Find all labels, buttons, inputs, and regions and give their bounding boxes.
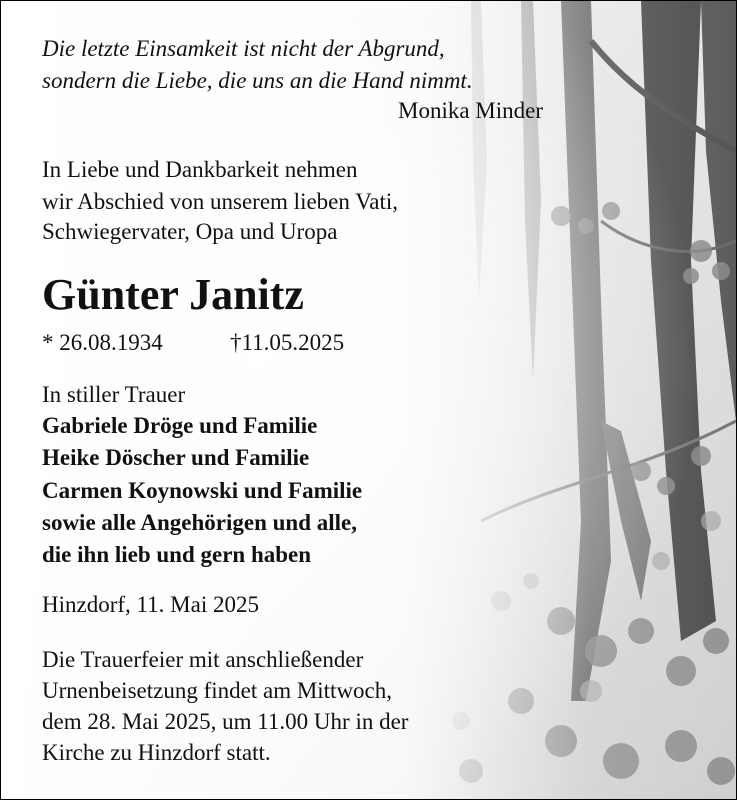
intro-line-2: wir Abschied von unserem lieben Vati,: [42, 189, 399, 214]
birth-date: * 26.08.1934: [42, 330, 163, 355]
death-date: †11.05.2025: [230, 330, 345, 355]
place-date: Hinzdorf, 11. Mai 2025: [42, 592, 259, 617]
intro-line-1: In Liebe und Dankbarkeit nehmen: [42, 157, 358, 182]
mourners-heading: In stiller Trauer: [42, 382, 186, 407]
service-line-2: Urnenbeisetzung findet am Mittwoch,: [42, 678, 393, 703]
deceased-name: Günter Janitz: [42, 270, 304, 319]
quote-author: Monika Minder: [398, 98, 544, 123]
service-line-4: Kirche zu Hinzdorf statt.: [42, 740, 271, 765]
mourner-line-2: Heike Döscher und Familie: [42, 445, 310, 470]
mourner-line-3: Carmen Koynowski und Familie: [42, 478, 363, 503]
quote-line-2: sondern die Liebe, die uns an die Hand nimmt.: [42, 68, 473, 93]
mourner-line-1: Gabriele Dröge und Familie: [42, 413, 318, 438]
mourner-line-5: die ihn lieb und gern haben: [42, 542, 312, 567]
quote-line-1: Die letzte Einsamkeit ist nicht der Abgrund,: [42, 36, 445, 61]
service-line-1: Die Trauerfeier mit anschließender: [42, 647, 364, 672]
service-line-3: dem 28. Mai 2025, um 11.00 Uhr in der: [42, 709, 409, 734]
mourner-line-4: sowie alle Angehörigen und alle,: [42, 510, 357, 535]
intro-line-3: Schwiegervater, Opa und Uropa: [42, 219, 338, 244]
